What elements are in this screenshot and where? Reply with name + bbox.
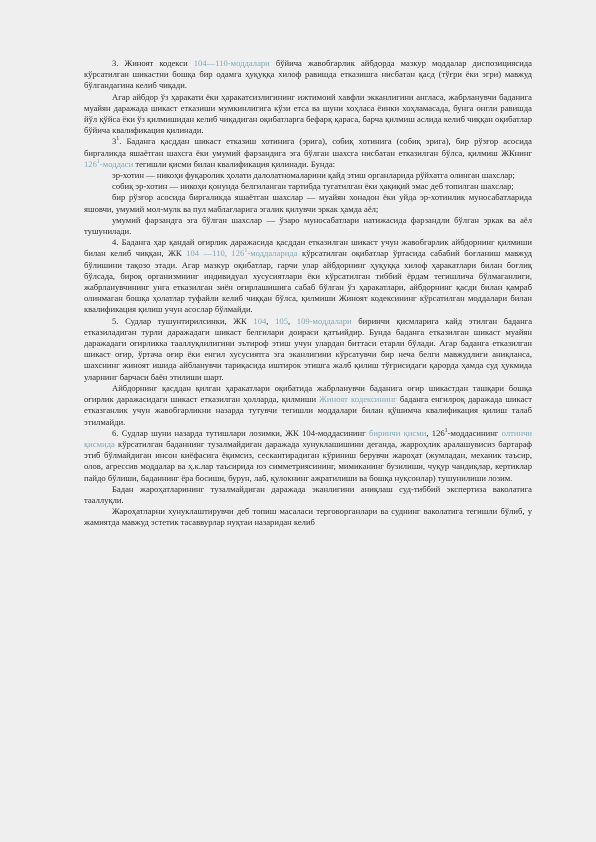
text-run: эр-хотин — никоҳи фуқаролик ҳолати далолатномаларини қайд этиш органларида рўйхатга олинган шахслар; [112, 170, 515, 181]
law-reference-link[interactable]: 109-моддалари [296, 315, 352, 326]
text-run: баданга енгилроқ даражада шикаст етказганлик учун жавобгарликни назарда тутувчи тегишли моддалари билан қўшимча квалификация қилиш талаб этилмайди. [84, 394, 532, 427]
paragraph [84, 92, 532, 137]
paragraph [84, 506, 532, 528]
text-run: Жароҳатларни хунуклаштирувчи деб топиш масаласи терговорганлари ва суднинг ваколатига тегишли бўлиб, у жамиятда мавжуд эстетик тасаввурлар нуқтаи назаридан келиб [84, 506, 532, 528]
paragraph [84, 428, 532, 484]
law-reference-link[interactable]: -моддаси [99, 158, 134, 169]
law-reference-link[interactable]: 104—110-моддалари [193, 58, 270, 68]
paragraph [84, 136, 532, 170]
text-run: Айбдорнинг қасддан қилган ҳаракатлари оқибатида жабрланувчи баданига оғир шикастдан ташқари бошқа оғирлик даражасидаги шикаст етказилган ҳолларда, қилмиши [84, 382, 532, 405]
text-run: 3 [112, 136, 117, 147]
paragraph [84, 383, 532, 428]
law-reference-link[interactable]: -моддаларида [247, 248, 298, 259]
text-run: . Баданга қасддан шикаст етказиш хотинига (эрига), собиқ хотинига (собиқ эрига), бир рўзғор асосида биргаликда яшаётган шахсга ёки умумий фарзандига эга бўлган шахсга нисбатан етказилган бўлса, қилмиш ЖКнинг [84, 136, 532, 158]
text-run: бир рўзғор асосида биргаликда яшаётган шахслар — муайян хонадон ёки уйда эр-хотинлик муносабатларида яшовчи, умумий мол-мулк ва пул маблағларига эгалик қилувчи эркак ҳамда аёл; [84, 192, 532, 214]
superscript: 1 [116, 136, 120, 143]
paragraph [84, 58, 532, 92]
text-run: кўрсатилган оқибатлар ўртасида сабабий боғланиш мавжуд бўлишини тақозо этади. Агар мазкур оқибатлар, гарчи улар айбдорнинг ҳуқуққа хилоф ҳаракатлари билан боғлиқ бўлсада, бироқ организмнинг индивидуал хусусиятлари ёки кўрсатилган тиббий ёрдам тегишлича бўлмаганлиги, жабрланувчининг унга етказилган зиён оғирлашишига сабаб бўлган ўз ҳаракатлари, айбдорнинг қасди билан қамраб олинмаган бошқа ҳолатлар туфайли келиб чиққан бўлса, қилмиши Жиноят кодексининг кўрсатилган моддалари билан квалификация қилиш учун асослар бўлмайди. [84, 248, 532, 315]
superscript: 1 [444, 427, 448, 434]
law-reference-link[interactable]: 104 —110, 126 [186, 248, 245, 259]
text-run: , [266, 315, 276, 326]
text-run: Агар айбдор ўз ҳаракати ёки ҳаракатсизлигининг ижтимоий хавфли экканлигини англаса, жабрланувчи баданига муайян даражада шикаст етказиши мумкинлигига кўзи етса ва шуни хоҳласа ёинки хоҳламасада, бунга онгли равишда йўл қўйса ёки ўз қилмишидан келиб чиқадиган оқибатларга бефарқ қараса, барча қилмиш аслида келиб чиққан оқибатлар бўйича квалификация қилинади. [84, 91, 532, 136]
text-run: тегишли қисми билан квалификация қилинади. Бунда: [133, 158, 336, 169]
text-run: биринчи қисмларига кайд этилган баданга етказиладиган турли даражадаги шикаст белгилари доираси қатъийдир. Бунда баданга етказилган шикаст муайян даражадаги оғирликка тааллуқлилигини эътироф этиш учун улардан биттаси етарли бўлади. Агар баданга етказилган шикаст оғир, ўртача оғир ёки енгил хусусиятга эга эканлигини кўрсатувчи бир неча белги мавжудлиги аниқланса, шахснинг жиноят ишида айбланувчи тариқасида иштирок этишга жалб қилиш тўғрисидаги қарорда ҳамда суд ҳукмида уларнинг барчаси баён этилиши шарт. [84, 315, 533, 382]
law-reference-link[interactable]: 105 [275, 315, 288, 326]
superscript: 1 [96, 158, 100, 165]
text-run: умумий фарзандга эга бўлган шахслар — ўзаро муносабатлари натижасида фарзандли бўлган эркак ва аёл тушунилади. [84, 214, 532, 237]
paragraph [84, 237, 532, 315]
text-run: 6. Судлар шуни назарда тутишлари лозимки, ЖК 104-моддасининг [112, 427, 369, 438]
paragraph [84, 484, 532, 506]
paragraph [84, 170, 532, 181]
law-reference-link[interactable]: Жиноят кодексининг [319, 394, 397, 405]
text-run: , [287, 315, 297, 326]
text-run: Бадан жароҳатларининг тузалмайдиган даражада эканлигини аниқлаш суд-тиббий экспертиза ваколатига тааллуқли. [84, 483, 532, 505]
superscript: 1 [244, 248, 248, 255]
paragraph [84, 192, 532, 214]
law-reference-link[interactable]: биринчи қисми [368, 427, 427, 438]
paragraph [84, 316, 532, 383]
text-run: -моддасининг [447, 427, 502, 438]
text-run: 4. Баданга ҳар қандай оғирлик даражасида қасддан етказилган шикаст учун жавобгарлик айбдорнинг қилмиши билан келиб чиққан, ЖК [84, 237, 532, 259]
text-run: бўйича жавобгарлик айбдорда мазкур моддалар диспозициясида кўрсатилган шикастни бошқа бир одамга ҳуқуққа хилоф равишда етказишга нисбатан қасд (тўғри ёки эгри) мавжуд бўлгандагина келиб чиқади. [84, 58, 532, 91]
text-run: собиқ эр-хотин — никоҳи қонунда белгиланган тартибда тугатилган ёки ҳақиқий эмас деб топилган шахслар; [112, 181, 514, 192]
text-run: , 126 [426, 427, 445, 438]
law-reference-link[interactable]: 104 [253, 315, 267, 326]
paragraph [84, 215, 532, 237]
text-run: 3. Жиноят кодекси [112, 58, 194, 68]
law-reference-link[interactable]: 126 [84, 158, 97, 169]
paragraph [84, 181, 532, 192]
text-run: 5. Судлар тушунтирилсинки, ЖК [112, 315, 254, 326]
law-reference-link[interactable]: олтинчи қисмида [84, 427, 532, 449]
text-run: кўрсатилган баданнинг тузалмайдиган даражада хунуклашишини деганда, жарроҳлик аралашувисиз бартараф этиб бўлмайдиган инсон киёфасига ёқимсиз, сескантирадиган кўриниш берувчи жароҳат (жумладан, механик таъсир, олов, агрессив моддалар ва ҳ.к.лар таъсирида юз симметриясининг, мимиканинг бузилиши, чуқур чандиқлар, кертиклар пайдо бўлиши, баданнинг ёра босиши, бурун, лаб, қулокнинг ажратилиши ва бошқа нуқсонлар) тушунилиши лозим. [84, 438, 532, 483]
